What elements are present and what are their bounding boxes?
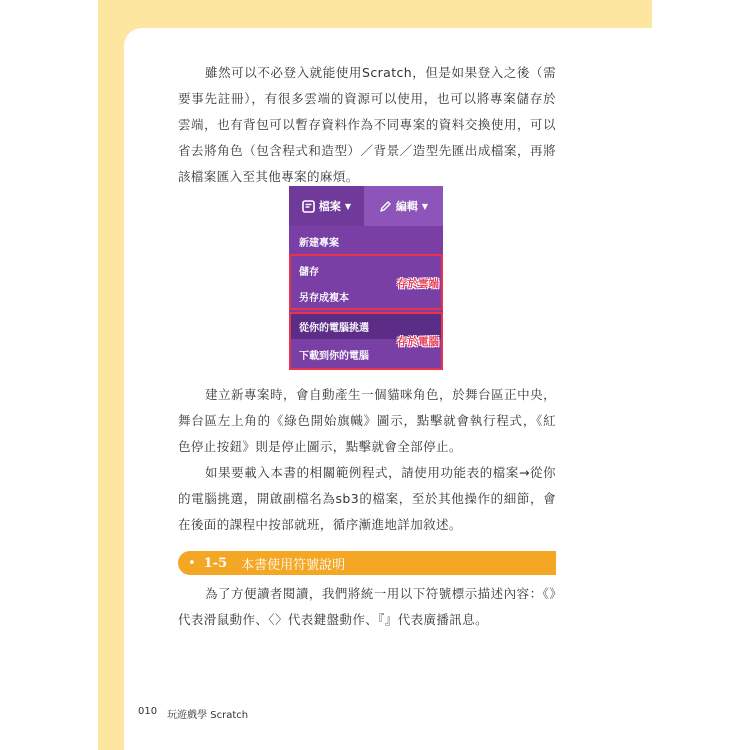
file-menu-label: 檔案	[318, 200, 341, 213]
caret-down-icon: ▼	[421, 201, 429, 211]
section-bullet-icon: •	[188, 555, 196, 571]
paragraph-new-project: 建立新專案時，會自動產生一個貓咪角色，於舞台區正中央，舞台區左上角的《綠色開始旗幟》圖示，點擊就會執行程式，《紅色停止按鈕》則是停止圖示，點擊就會全部停止。	[178, 387, 556, 454]
menu-item-save-copy[interactable]: 另存成複本	[299, 292, 349, 304]
edit-menu-label: 編輯	[395, 200, 418, 213]
paragraph-load-examples: 如果要載入本書的相關範例程式，請使用功能表的檔案→從你的電腦挑選，開啟副檔名為sb3的檔案，至於其他操作的細節，會在後面的課程中按部就班，循序漸進地詳加敘述。	[178, 465, 556, 532]
pencil-icon	[379, 200, 392, 213]
book-title: 玩遊戲學 Scratch	[167, 710, 249, 721]
edit-menu-tab[interactable]	[364, 186, 443, 226]
section-number: 1-5	[203, 555, 228, 571]
section-heading	[178, 551, 556, 575]
menu-item-save[interactable]: 儲存	[299, 266, 319, 278]
page-footer	[138, 706, 248, 721]
file-menu-tab[interactable]	[289, 186, 364, 226]
caret-down-icon: ▼	[344, 201, 352, 211]
file-icon	[302, 200, 315, 213]
menu-item-new-project[interactable]: 新建專案	[299, 237, 339, 249]
computer-save-annotation: 存於電腦	[397, 336, 439, 348]
menu-item-load-from-computer[interactable]: 從你的電腦挑選	[289, 313, 443, 339]
section-title: 本書使用符號說明	[241, 557, 346, 573]
page-number: 010	[138, 706, 158, 717]
cloud-save-annotation: 存於雲端	[397, 278, 439, 290]
menu-item-save-to-computer[interactable]: 下載到你的電腦	[299, 350, 369, 362]
paragraph-login-intro: 雖然可以不必登入就能使用Scratch，但是如果登入之後（需要事先註冊），有很多雲端的資源可以使用，也可以將專案儲存於雲端，也有背包可以暫存資料作為不同專案的資料交換使用，可以省去將角色（包含程式和造型）／背景／造型先匯出成檔案，再將該檔案匯入至其他專案的麻煩。	[178, 65, 556, 184]
paragraph-symbol-legend: 為了方便讀者閱讀，我們將統一用以下符號標示描述內容：《》代表滑鼠動作、〈〉代表鍵盤動作、『』代表廣播訊息。	[178, 586, 556, 627]
